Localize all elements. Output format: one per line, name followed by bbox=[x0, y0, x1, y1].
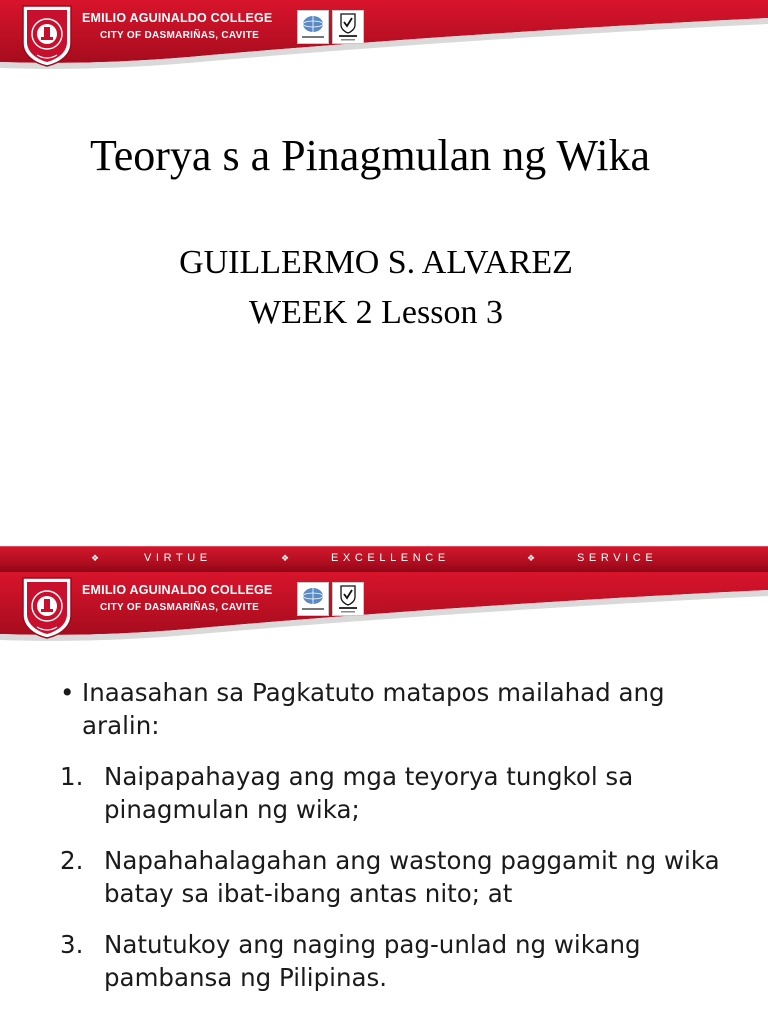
intro-text: Inaasahan sa Pagkatuto matapos mailahad ang aralin: bbox=[82, 678, 665, 740]
objectives-intro bbox=[60, 676, 720, 742]
item-number: 1. bbox=[60, 762, 84, 791]
diamond-icon: ❖ bbox=[281, 553, 290, 563]
values-ribbon bbox=[0, 546, 768, 572]
item-text: Natutukoy ang naging pag-unlad ng wikang pambansa ng Pilipinas. bbox=[104, 930, 641, 992]
item-number: 3. bbox=[60, 930, 84, 959]
ukas-check-icon bbox=[333, 11, 363, 43]
list-item bbox=[60, 760, 720, 826]
iso-cert-badge bbox=[297, 582, 329, 616]
diamond-icon: ❖ bbox=[91, 553, 100, 563]
slide-title-text: Teorya s a Pinagmulan ng Wika bbox=[89, 131, 651, 180]
list-item bbox=[60, 928, 720, 994]
college-name: EMILIO AGUINALDO COLLEGE bbox=[82, 583, 273, 597]
college-seal-icon bbox=[20, 3, 74, 67]
lesson-label: WEEK 2 Lesson 3 bbox=[248, 294, 503, 331]
college-city: CITY OF DASMARIÑAS, CAVITE bbox=[100, 30, 260, 41]
item-text: Napahahalagahan ang wastong paggamit ng wika batay sa ibat-ibang antas nito; at bbox=[104, 846, 720, 908]
ukas-check-icon bbox=[333, 583, 363, 615]
ukas-cert-badge bbox=[332, 10, 364, 44]
bullet-marker: • bbox=[60, 678, 75, 707]
diamond-icon: ❖ bbox=[527, 553, 536, 563]
iso-globe-icon bbox=[298, 11, 328, 43]
item-number: 2. bbox=[60, 846, 84, 875]
author-name: GUILLERMO S. ALVAREZ bbox=[179, 244, 573, 281]
item-text: Naipapahayag ang mga teyorya tungkol sa pinagmulan ng wika; bbox=[104, 762, 634, 824]
college-name: EMILIO AGUINALDO COLLEGE bbox=[82, 11, 273, 25]
list-item bbox=[60, 844, 720, 910]
ukas-cert-badge bbox=[332, 582, 364, 616]
college-city: CITY OF DASMARIÑAS, CAVITE bbox=[100, 602, 260, 613]
iso-globe-icon bbox=[298, 583, 328, 615]
objectives-content bbox=[60, 676, 720, 994]
value-excellence: EXCELLENCE bbox=[331, 552, 450, 564]
value-service: SERVICE bbox=[577, 552, 658, 564]
iso-cert-badge bbox=[297, 10, 329, 44]
college-header bbox=[0, 0, 768, 72]
college-header bbox=[0, 572, 768, 644]
college-seal-icon bbox=[20, 575, 74, 639]
value-virtue: VIRTUE bbox=[144, 552, 212, 564]
slide-objectives bbox=[0, 572, 768, 1024]
